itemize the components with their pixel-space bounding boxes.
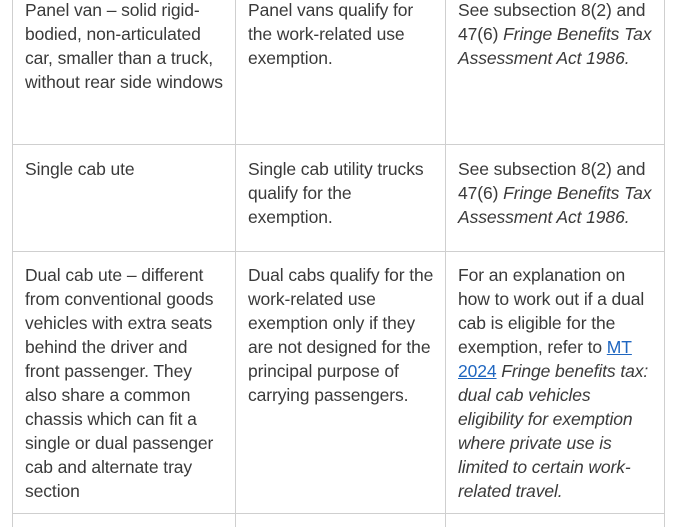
vehicle-type-cell	[13, 252, 236, 514]
table-row-panel-van	[13, 0, 665, 145]
empty-cell	[446, 514, 665, 527]
exemption-treatment-text: Dual cabs qualify for the work-related use exemption only if they are not designed for the principal purpose of carrying passengers.	[248, 265, 434, 405]
exemption-treatment-text: Panel vans qualify for the work-related use exemption.	[248, 0, 414, 68]
exemption-treatment-cell	[236, 252, 446, 514]
exemption-treatment-cell	[236, 0, 446, 145]
act-title: Fringe Benefits Tax Assessment Act 1986.	[458, 24, 652, 68]
vehicle-exemption-table	[12, 0, 665, 527]
act-title: Fringe Benefits Tax Assessment Act 1986.	[458, 183, 652, 227]
reference-cell	[446, 0, 665, 145]
vehicle-type-text: Single cab ute	[25, 159, 135, 179]
exemption-treatment-cell	[236, 145, 446, 252]
reference-cell	[446, 252, 665, 514]
reference-cell	[446, 145, 665, 252]
mt-2024-link[interactable]: MT 2024	[458, 337, 632, 381]
reference-text: For an explanation on how to work out if a dual cab is eligible for the exemption, refer to	[458, 265, 645, 357]
vehicle-type-text: Panel van – solid rigid-bodied, non-articulated car, smaller than a truck, without rear side windows	[25, 0, 223, 92]
table-row-next	[13, 514, 665, 527]
exemption-treatment-text: Single cab utility trucks qualify for the exemption.	[248, 159, 424, 227]
vehicle-type-cell	[13, 0, 236, 145]
table-row-single-cab-ute	[13, 145, 665, 252]
empty-cell	[13, 514, 236, 527]
ruling-title: Fringe benefits tax: dual cab vehicles eligibility for exemption where private use is limited to certain work-related travel.	[458, 361, 649, 501]
reference-text: See subsection 8(2) and 47(6)	[458, 159, 646, 203]
table-row-dual-cab-ute	[13, 252, 665, 514]
reference-text: See subsection 8(2) and 47(6)	[458, 0, 646, 44]
vehicle-type-text: Dual cab ute – different from conventional goods vehicles with extra seats behind the driver and front passenger. They also share a common chassis which can fit a single or dual passenger cab and alternate tray section	[25, 265, 214, 501]
vehicle-type-cell	[13, 145, 236, 252]
empty-cell	[236, 514, 446, 527]
